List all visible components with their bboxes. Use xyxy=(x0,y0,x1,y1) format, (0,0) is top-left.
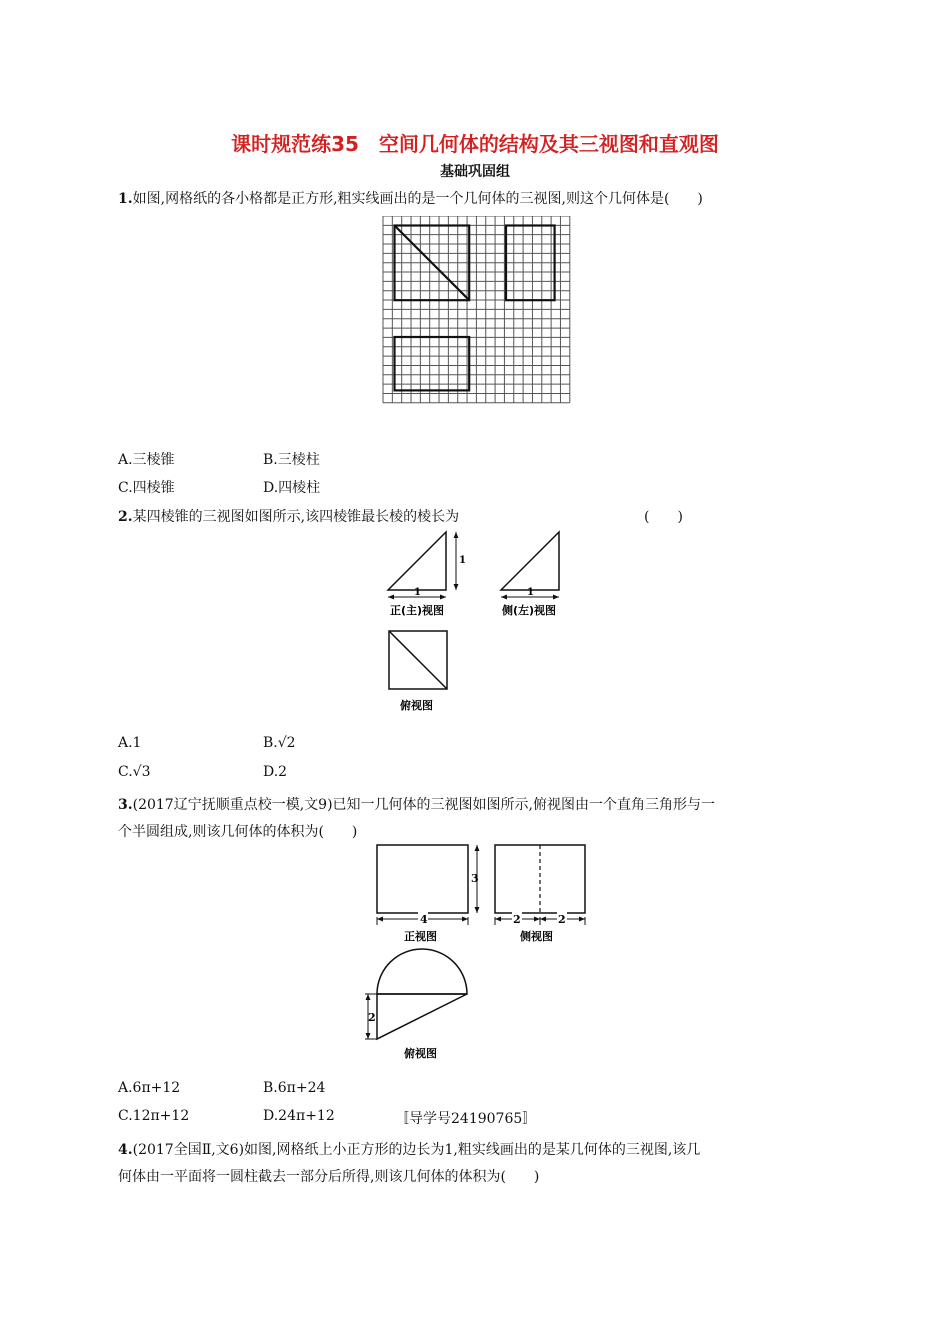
q2-front-view xyxy=(388,532,446,590)
section-subtitle: 基础巩固组 xyxy=(440,164,510,180)
q2-side-width-label: 1 xyxy=(527,587,534,598)
q2-option-c[interactable]: C.√3 xyxy=(118,764,151,780)
q3-option-d[interactable]: D.24π+12 xyxy=(263,1108,335,1124)
q3-front-width-label: 4 xyxy=(420,913,428,926)
question-3-text-2: 个半圆组成,则该几何体的体积为( ) xyxy=(118,824,358,840)
q1-option-a[interactable]: A.三棱锥 xyxy=(118,452,175,468)
q3-option-c[interactable]: C.12π+12 xyxy=(118,1108,190,1124)
question-3-line-1 xyxy=(118,794,715,814)
q3-top-triangle xyxy=(377,994,467,1039)
q3-option-a[interactable]: A.6π+12 xyxy=(118,1080,181,1096)
q2-side-caption: 侧(左)视图 xyxy=(502,604,557,617)
q3-front-height-label: 3 xyxy=(471,872,479,885)
q2-front-width-label: 1 xyxy=(414,587,421,598)
question-3-number: 3. xyxy=(118,797,133,813)
question-4-text-1: (2017全国Ⅱ,文6)如图,网格纸上小正方形的边长为1,粗实线画出的是某几何体的三视图,该几 xyxy=(132,1142,701,1158)
question-2-number: 2. xyxy=(118,509,133,525)
q3-front-caption: 正视图 xyxy=(404,930,437,943)
question-1-text: 如图,网格纸的各小格都是正方形,粗实线画出的是一个几何体的三视图,则这个几何体是( ) xyxy=(132,191,703,207)
q3-top-caption: 俯视图 xyxy=(404,1047,437,1060)
q2-option-a[interactable]: A.1 xyxy=(118,735,142,751)
question-2-figure xyxy=(380,522,580,714)
question-4-line-1 xyxy=(118,1139,700,1159)
q3-side-width-label-right: 2 xyxy=(558,913,566,926)
page-title: 课时规范练35 空间几何体的结构及其三视图和直观图 xyxy=(231,132,719,156)
question-1-number: 1. xyxy=(118,191,133,207)
q3-reference-number: 〚导学号24190765〛 xyxy=(395,1111,537,1127)
q2-option-d[interactable]: D.2 xyxy=(263,764,288,780)
question-3-text-1: (2017辽宁抚顺重点校一模,文9)已知一几何体的三视图如图所示,俯视图由一个直角三角形与一 xyxy=(132,797,715,813)
q3-top-semicircle xyxy=(377,949,467,994)
q1-option-b[interactable]: B.三棱柱 xyxy=(263,452,320,468)
q3-side-caption: 侧视图 xyxy=(520,930,553,943)
question-3-figure xyxy=(360,838,600,1064)
q3-front-view xyxy=(377,845,468,913)
question-4-text-2: 何体由一平面将一圆柱截去一部分后所得,则该几何体的体积为( ) xyxy=(118,1169,540,1185)
question-2-answer-paren: ( ) xyxy=(644,509,683,525)
q1-option-c[interactable]: C.四棱锥 xyxy=(118,480,175,496)
q2-front-height-label: 1 xyxy=(459,555,466,566)
q2-top-caption: 俯视图 xyxy=(400,699,433,712)
q2-front-caption: 正(主)视图 xyxy=(390,604,445,617)
q1-option-d[interactable]: D.四棱柱 xyxy=(263,480,321,496)
q2-side-view xyxy=(501,532,559,590)
q3-option-b[interactable]: B.6π+24 xyxy=(263,1080,326,1096)
question-2-text: 某四棱锥的三视图如图所示,该四棱锥最长棱的棱长为 xyxy=(132,509,460,525)
q3-side-width-label-left: 2 xyxy=(513,913,521,926)
question-1 xyxy=(118,188,703,208)
q3-top-height-label: 2 xyxy=(368,1011,376,1024)
question-1-grid-figure xyxy=(380,216,580,406)
question-4-number: 4. xyxy=(118,1142,133,1158)
q2-option-b[interactable]: B.√2 xyxy=(263,735,296,751)
